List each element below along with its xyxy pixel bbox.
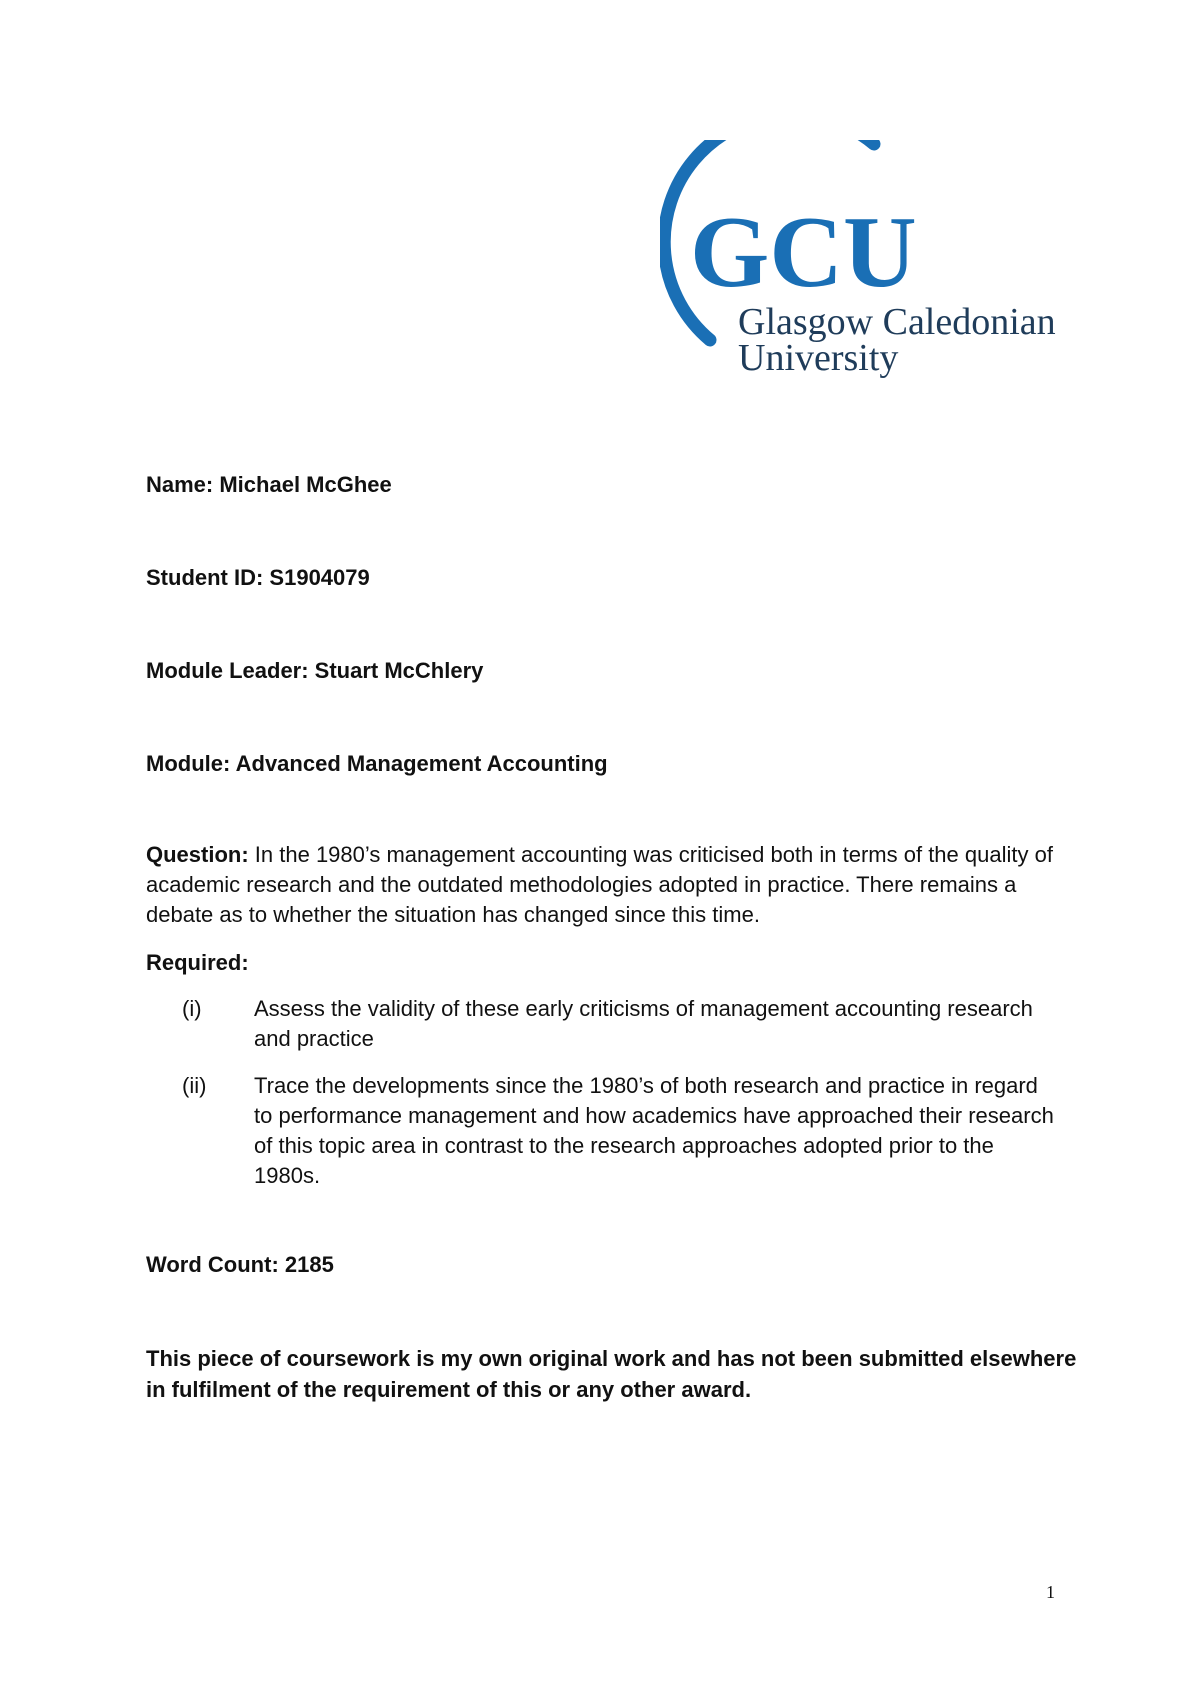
required-item-text: Assess the validity of these early criticisms of management accounting research and practice (254, 996, 1033, 1051)
word-count: Word Count: 2185 (146, 1252, 334, 1277)
question-label: Question: (146, 842, 249, 867)
module-leader: Module Leader: Stuart McChlery (146, 658, 484, 683)
required-item-number: (ii) (182, 1073, 207, 1098)
required-item-text: Trace the developments since the 1980’s of both research and practice in regard to performance management and how academics have approached their research of this topic area in contrast to the research approaches adopted prior to the 1980s. (254, 1073, 1054, 1188)
required-label: Required: (146, 950, 249, 975)
university-logo (660, 140, 1100, 380)
logo-wordmark: GCU (690, 196, 917, 309)
question-text: In the 1980’s management accounting was criticised both in terms of the quality of academic research and the outdated methodologies adopted in practice. There remains a debate as to whether the situation has changed since this time. (146, 842, 1053, 927)
module-name: Module: Advanced Management Accounting (146, 751, 608, 776)
required-item-number: (i) (182, 996, 202, 1021)
logo-line-2: University (738, 337, 899, 379)
originality-declaration: This piece of coursework is my own original work and has not been submitted elsewhere in fulfilment of the requirement of this or any other award. (146, 1346, 1077, 1402)
student-id: Student ID: S1904079 (146, 565, 370, 590)
student-name: Name: Michael McGhee (146, 472, 392, 497)
page-number: 1 (1046, 1582, 1055, 1602)
question-paragraph (146, 840, 1066, 930)
logo-line-1: Glasgow Caledonian (738, 301, 1056, 343)
